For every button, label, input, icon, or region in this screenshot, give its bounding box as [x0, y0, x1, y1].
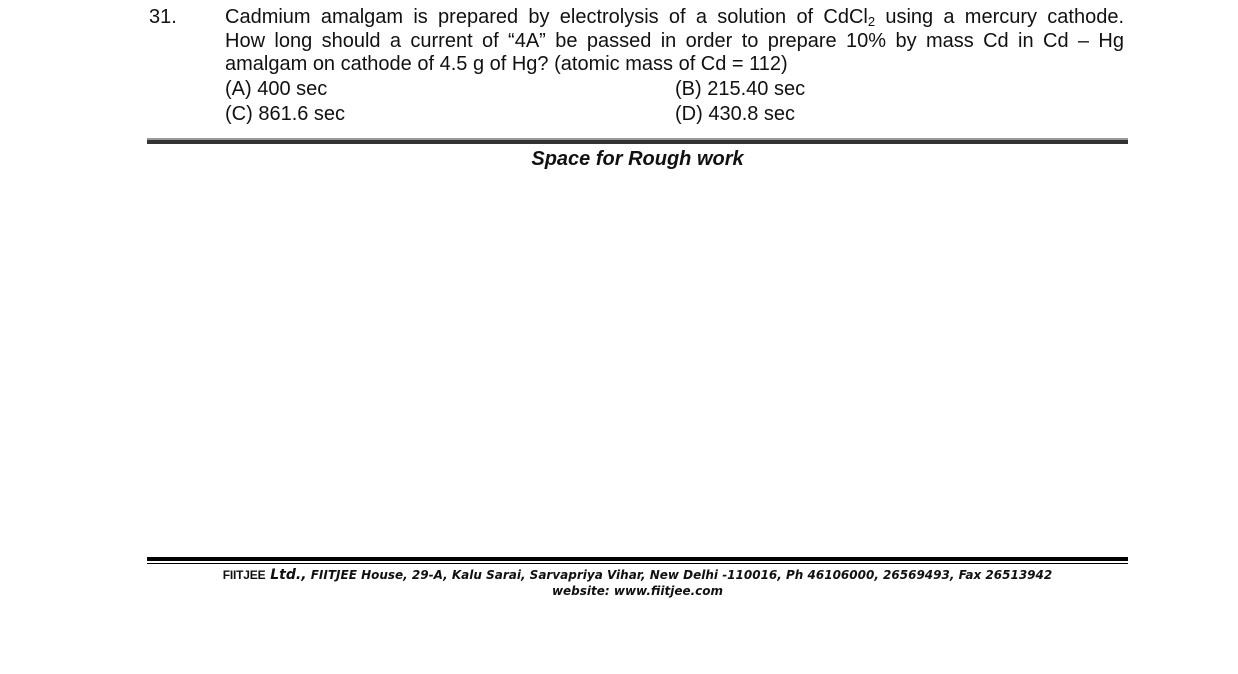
question-line-1: [225, 6, 1124, 30]
footer-website: website: www.fiitjee.com: [551, 584, 724, 598]
page-footer: [147, 567, 1128, 599]
question-number: 31.: [149, 6, 177, 28]
option-d[interactable]: (D) 430.8 sec: [675, 103, 796, 125]
rough-work-space: [147, 174, 1128, 554]
options-row-1: [225, 77, 1124, 102]
footer-brand: FIITJEE: [222, 568, 266, 582]
question-line-1-end: using a mercury cathode.: [875, 6, 1125, 28]
answer-options: [225, 77, 1124, 127]
subscript-2: 2: [867, 14, 876, 29]
question-line-1-text: Cadmium amalgam is prepared by electrolysis of a solution of CdCl: [225, 6, 868, 28]
options-row-2: [225, 102, 1124, 127]
rough-work-title: Space for Rough work: [531, 148, 744, 170]
question-line-2: How long should a current of “4A” be passed in order to prepare 10% by mass Cd in Cd – Hg: [225, 29, 1124, 52]
footer-ltd: Ltd.,: [265, 567, 307, 583]
question-line-3: amalgam on cathode of 4.5 g of Hg? (atomic mass of Cd = 112): [225, 53, 788, 75]
rough-work-divider: [147, 138, 1128, 144]
footer-address: FIITJEE House, 29-A, Kalu Sarai, Sarvapriya Vihar, New Delhi -110016, Ph 46106000, 26569493, Fax 26513942: [306, 568, 1053, 582]
option-a[interactable]: (A) 400 sec: [225, 78, 328, 100]
footer-address-line: [147, 567, 1128, 583]
footer-divider-thick: [147, 557, 1128, 561]
footer-divider-thin: [147, 563, 1128, 564]
option-c[interactable]: (C) 861.6 sec: [225, 103, 346, 125]
question-text: [225, 6, 1124, 77]
option-b[interactable]: (B) 215.40 sec: [675, 78, 806, 100]
